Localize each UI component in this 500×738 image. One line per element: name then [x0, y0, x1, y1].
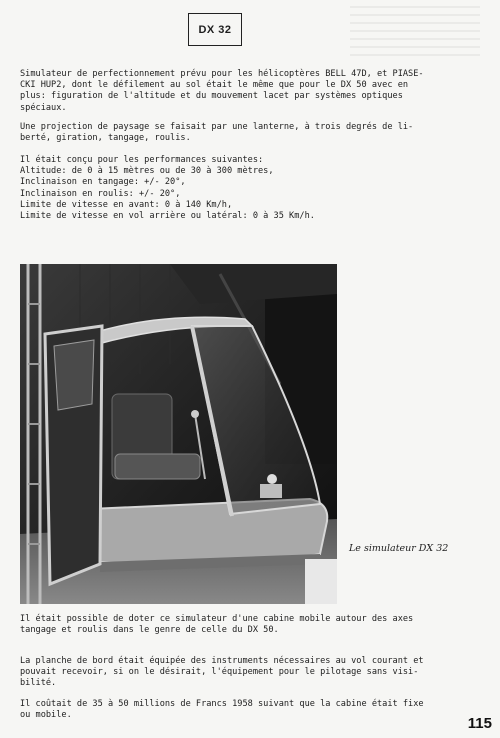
section-title-box: [188, 13, 242, 46]
cost-paragraph: Il coûtait de 35 à 50 millions de Francs 1958 suivant que la cabine était fixe ou mobile.: [20, 699, 424, 721]
section-title: DX 32: [198, 23, 232, 36]
intro-paragraph: Simulateur de perfectionnement prévu pour les hélicoptères BELL 47D, et PIASE- CKI HUP2, dont le défilement au sol était le même que pour le DX 50 avec en plus: figuration de l'altitude et du mouvement lacet par systèmes optiques spéciaux.: [20, 69, 424, 113]
bleed-through-text: [350, 6, 480, 58]
page-number: 115: [467, 715, 492, 732]
figure-caption: Le simulateur DX 32: [349, 543, 449, 554]
mobile-cabin-paragraph: Il était possible de doter ce simulateur d'une cabine mobile autour des axes tangage et roulis dans le genre de celle du DX 50.: [20, 614, 414, 636]
performance-paragraph: Il était conçu pour les performances suivantes: Altitude: de 0 à 15 mètres ou de 30 à 300 mètres, Inclinaison en tangage: +/- 20°, Inclinaison en roulis: +/- 20°, Limite de vitesse en avant: 0 à 140 Km/h, Limite de vitesse en vol arrière ou latéral: 0 à 35 Km/h.: [20, 155, 315, 222]
projection-paragraph: Une projection de paysage se faisait par une lanterne, à trois degrés de li- berté, giration, tangage, roulis.: [20, 122, 414, 144]
simulator-photo: [20, 264, 337, 604]
dashboard-paragraph: La planche de bord était équipée des instruments nécessaires au vol courant et pouvait recevoir, si on le désirait, l'équipement pour le pilotage sans visi- bilité.: [20, 656, 424, 689]
